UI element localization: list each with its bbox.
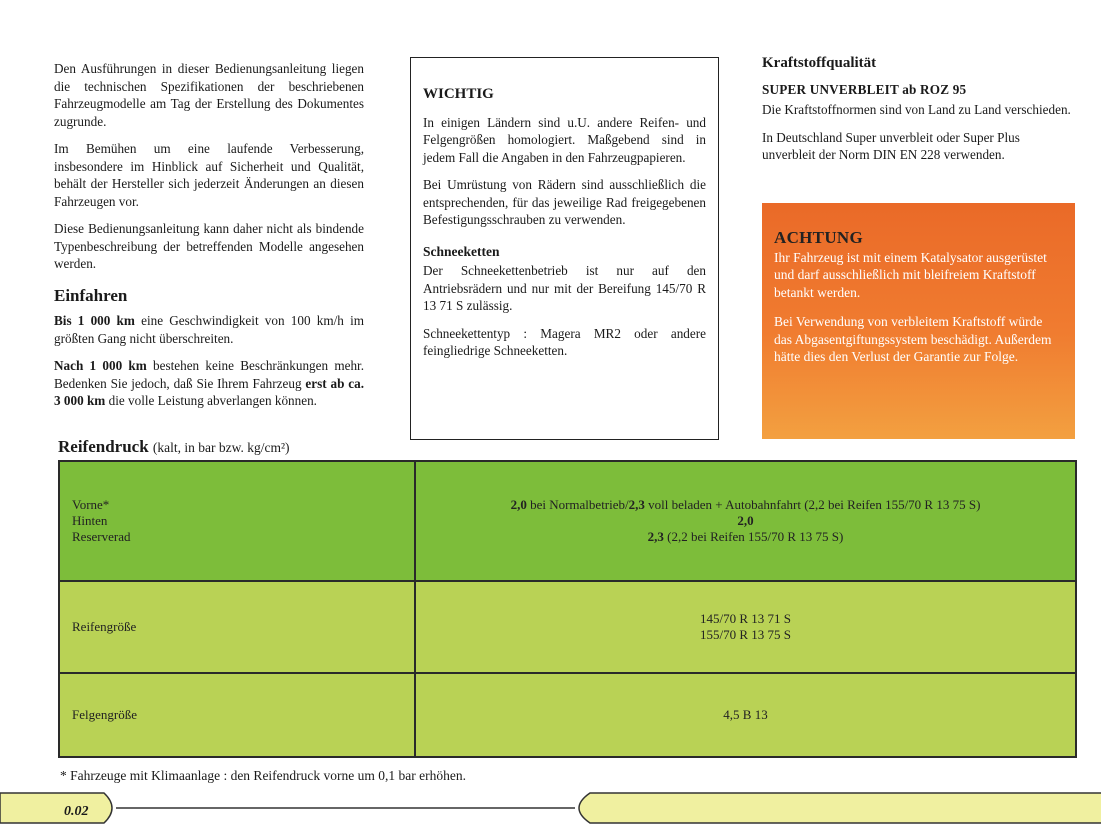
tire-size-1: 145/70 R 13 71 S <box>699 611 791 626</box>
warning-paragraph-1: Ihr Fahrzeug ist mit einem Katalysator ausgerüstet und darf ausschließlich mit bleifreiem Kraftstoff betankt werden. <box>774 249 1047 300</box>
pressure-rear <box>428 513 1063 529</box>
warning-title: ACHTUNG <box>774 228 863 247</box>
footnote: * Fahrzeuge mit Klimaanlage : den Reifendruck vorne um 0,1 bar erhöhen. <box>60 768 466 783</box>
intro-paragraph-2: Im Bemühen um eine laufende Verbesserung, insbesondere im Hinblick auf Sicherheit und Qualität, behält der Hersteller sich jederzeit Änderungen an diesen Fahrzeugen vor. <box>54 141 364 209</box>
important-paragraph-1: In einigen Ländern sind u.U. andere Reifen- und Felgengrößen homologiert. Maßgebend sind in jedem Fall die Angaben in den Fahrzeugpapieren. <box>423 114 706 165</box>
snow-chains-paragraph-2: Schneekettentyp : Magera MR2 oder andere feingliedrige Schneeketten. <box>423 325 706 358</box>
pressure-front-text-1: bei Normalbetrieb/ <box>526 497 629 512</box>
table-row <box>59 461 1076 581</box>
label-rear: Hinten <box>72 513 108 528</box>
einfahren-text-2: bestehen keine Beschränkungen mehr. Bedenken Sie jedoch, daß Sie Ihrem Fahrzeug <box>54 358 364 391</box>
reifendruck-title: Reifendruck <box>58 437 149 456</box>
tire-size-2: 155/70 R 13 75 S <box>699 627 791 642</box>
fuel-paragraph-2: In Deutschland Super unverbleit oder Super Plus unverbleit der Norm DIN EN 228 verwenden. <box>762 129 1020 162</box>
page-footer-bar <box>0 790 1101 830</box>
important-title: WICHTIG <box>423 86 494 102</box>
label-spare: Reserverad <box>72 529 131 544</box>
einfahren-paragraph-1 <box>54 312 364 347</box>
snow-chains-heading: Schneeketten <box>423 243 500 259</box>
einfahren-paragraph-2 <box>54 357 364 410</box>
einfahren-text-3: die volle Leistung abverlangen können. <box>105 393 317 408</box>
einfahren-heading: Einfahren <box>54 285 128 305</box>
fuel-quality-subtitle: SUPER UNVERBLEIT ab ROZ 95 <box>762 81 967 97</box>
warning-paragraph-2: Bei Verwendung von verbleitem Kraftstoff würde das Abgasentgiftungssystem beschädigt. Außerdem hätte dies den Verlust der Garantie zur Folge. <box>774 314 1052 364</box>
pressure-spare-text: (2,2 bei Reifen 155/70 R 13 75 S) <box>663 529 844 544</box>
pressure-values <box>415 461 1076 581</box>
reifendruck-unit: (kalt, in bar bzw. kg/cm²) <box>152 440 290 455</box>
table-row <box>59 673 1076 757</box>
pressure-rear-value: 2,0 <box>737 513 754 528</box>
important-paragraph-2: Bei Umrüstung von Rädern sind ausschließlich die entsprechenden, für das jeweilige Rad freigegebenen Befestigungsschrauben zu verwenden. <box>423 177 706 227</box>
tire-size-label: Reifengröße <box>59 581 415 673</box>
reifendruck-heading <box>58 437 290 457</box>
intro-column <box>54 60 364 420</box>
fuel-paragraph-1: Die Kraftstoffnormen sind von Land zu Land verschieden. <box>762 102 1071 117</box>
warning-box <box>762 203 1075 439</box>
intro-paragraph-1: Den Ausführungen in dieser Bedienungsanleitung liegen die technischen Spezifikationen der beschriebenen Fahrzeugmodelle am Tag der Erstellung des Dokumentes zugrunde. <box>54 61 364 129</box>
rim-size-value: 4,5 B 13 <box>415 673 1076 757</box>
pressure-spare-value: 2,3 <box>647 529 664 544</box>
table-row <box>59 581 1076 673</box>
pressure-front-loaded: 2,3 <box>628 497 645 512</box>
pressure-spare <box>428 529 1063 545</box>
intro-paragraph-3: Diese Bedienungsanleitung kann daher nicht als bindende Typenbeschreibung der betreffenden Modelle angesehen werden. <box>54 221 364 271</box>
page-number-tab <box>0 793 112 823</box>
page-number: 0.02 <box>64 804 89 819</box>
important-box <box>410 57 719 440</box>
pressure-labels <box>59 461 415 581</box>
fuel-quality-section <box>762 55 1073 174</box>
einfahren-km-3: erst ab ca. 3 000 km <box>54 375 364 408</box>
pressure-front-text-2: voll beladen + Autobahnfahrt (2,2 bei Reifen 155/70 R 13 75 S) <box>644 497 981 512</box>
einfahren-text-1: eine Geschwindigkeit von 100 km/h im größten Gang nicht überschreiten. <box>54 313 364 346</box>
rim-size-label: Felgengröße <box>59 673 415 757</box>
footer-right-band <box>579 793 1101 823</box>
label-front: Vorne* <box>72 497 110 512</box>
snow-chains-paragraph-1: Der Schneekettenbetrieb ist nur auf den Antriebsrädern und nur mit der Bereifung 145/70 R 13 71 S zulässig. <box>423 263 706 313</box>
fuel-quality-title: Kraftstoffqualität <box>762 55 877 71</box>
tire-size-values <box>415 581 1076 673</box>
einfahren-km-1: Bis 1 000 km <box>54 313 135 328</box>
einfahren-km-2: Nach 1 000 km <box>54 358 147 373</box>
pressure-front-normal: 2,0 <box>510 497 527 512</box>
tire-table <box>58 460 1077 758</box>
pressure-front <box>428 497 1063 513</box>
